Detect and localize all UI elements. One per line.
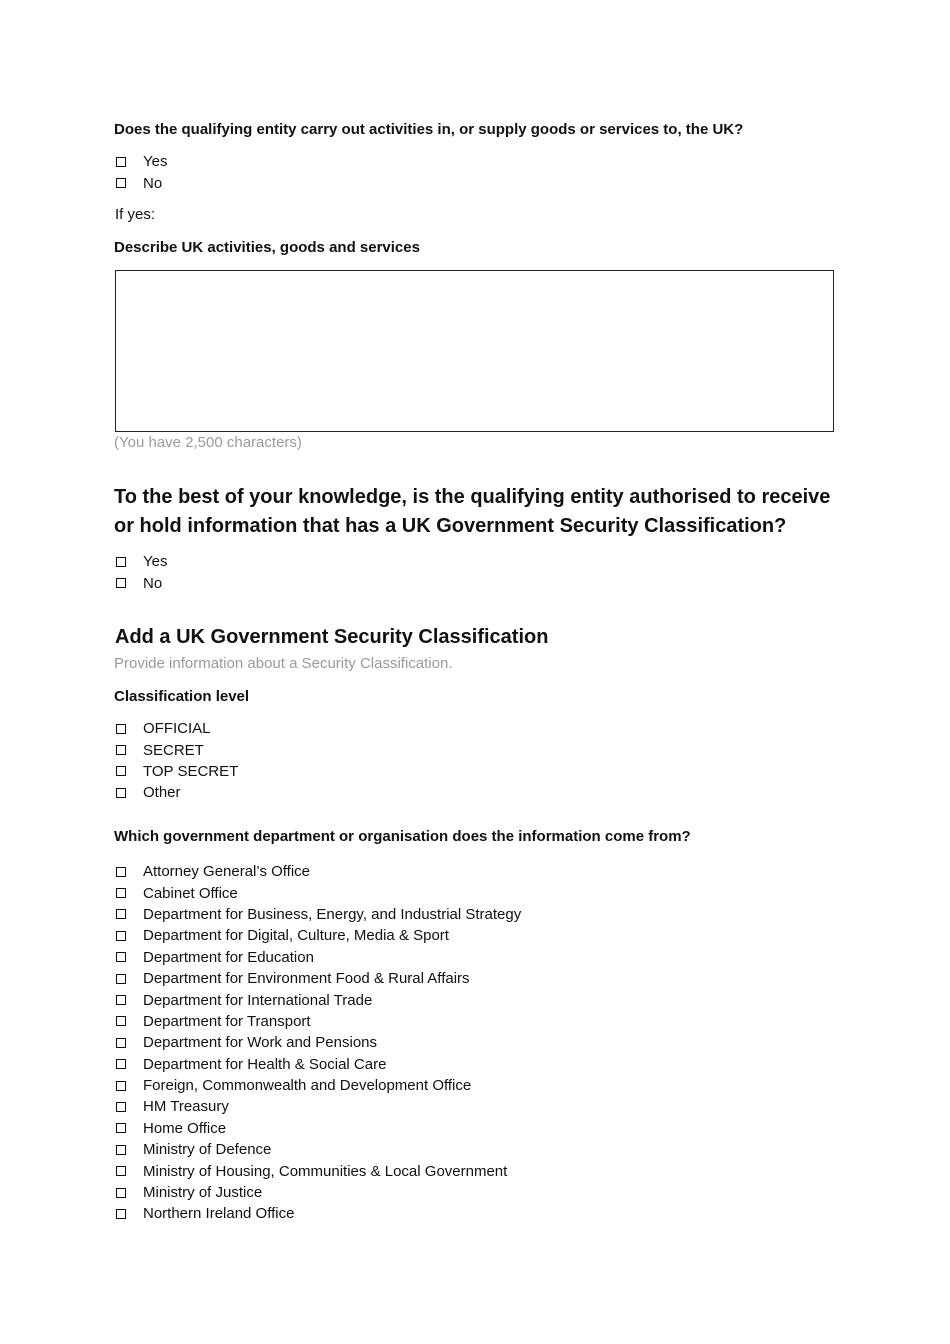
checkbox-icon[interactable] xyxy=(116,1059,126,1069)
checkbox-icon[interactable] xyxy=(116,578,126,588)
security-authorisation-options xyxy=(114,551,167,594)
describe-textarea[interactable] xyxy=(115,270,834,432)
option-label: TOP SECRET xyxy=(143,762,239,780)
checkbox-icon[interactable] xyxy=(116,952,126,962)
option-label: Department for Transport xyxy=(143,1012,311,1030)
option-label: Ministry of Justice xyxy=(143,1184,263,1202)
checkbox-icon[interactable] xyxy=(116,1209,126,1219)
department-option[interactable] xyxy=(114,1011,521,1032)
option-label: Ministry of Defence xyxy=(143,1141,272,1159)
checkbox-icon[interactable] xyxy=(116,1166,126,1176)
option-label: Cabinet Office xyxy=(143,884,238,902)
checkbox-icon[interactable] xyxy=(116,157,126,167)
department-option[interactable] xyxy=(114,1075,521,1096)
security-authorisation-option-no[interactable] xyxy=(114,572,167,593)
checkbox-icon[interactable] xyxy=(116,178,126,188)
if-yes-label: If yes: xyxy=(115,206,156,223)
option-label: Department for Environment Food & Rural Affairs xyxy=(143,970,470,988)
uk-activities-option-yes[interactable] xyxy=(114,151,167,172)
option-label: SECRET xyxy=(143,741,204,759)
department-option[interactable] xyxy=(114,925,521,946)
classification-heading: Add a UK Government Security Classification xyxy=(115,626,549,648)
department-option[interactable] xyxy=(114,1032,521,1053)
option-label: No xyxy=(143,574,163,592)
checkbox-icon[interactable] xyxy=(116,724,126,734)
classification-option[interactable] xyxy=(114,782,238,803)
checkbox-icon[interactable] xyxy=(116,788,126,798)
classification-level-options xyxy=(114,718,238,804)
checkbox-icon[interactable] xyxy=(116,1102,126,1112)
option-label: OFFICIAL xyxy=(143,720,211,738)
option-label: Home Office xyxy=(143,1119,227,1137)
checkbox-icon[interactable] xyxy=(116,1016,126,1026)
classification-level-label: Classification level xyxy=(114,688,250,705)
classification-hint: Provide information about a Security Classification. xyxy=(114,655,453,672)
checkbox-icon[interactable] xyxy=(116,1145,126,1155)
department-question: Which government department or organisation does the information come from? xyxy=(114,828,691,845)
department-option[interactable] xyxy=(114,1182,521,1203)
option-label: Yes xyxy=(143,553,168,571)
checkbox-icon[interactable] xyxy=(116,974,126,984)
checkbox-icon[interactable] xyxy=(116,909,126,919)
checkbox-icon[interactable] xyxy=(116,766,126,776)
department-option[interactable] xyxy=(114,1118,521,1139)
option-label: Department for International Trade xyxy=(143,991,373,1009)
option-label: Northern Ireland Office xyxy=(143,1205,295,1223)
option-label: Department for Education xyxy=(143,948,314,966)
option-label: Attorney General’s Office xyxy=(143,863,311,881)
checkbox-icon[interactable] xyxy=(116,995,126,1005)
option-label: Department for Business, Energy, and Industrial Strategy xyxy=(143,905,522,923)
classification-option[interactable] xyxy=(114,718,238,739)
character-count-hint: (You have 2,500 characters) xyxy=(114,434,302,451)
checkbox-icon[interactable] xyxy=(116,867,126,877)
security-authorisation-option-yes[interactable] xyxy=(114,551,167,572)
option-label: Department for Health & Social Care xyxy=(143,1055,387,1073)
checkbox-icon[interactable] xyxy=(116,557,126,567)
checkbox-icon[interactable] xyxy=(116,1038,126,1048)
department-option[interactable] xyxy=(114,1160,521,1181)
option-label: Department for Work and Pensions xyxy=(143,1034,378,1052)
checkbox-icon[interactable] xyxy=(116,888,126,898)
checkbox-icon[interactable] xyxy=(116,1081,126,1091)
uk-activities-question: Does the qualifying entity carry out activities in, or supply goods or services to, the UK? xyxy=(114,121,744,138)
department-option[interactable] xyxy=(114,1054,521,1075)
checkbox-icon[interactable] xyxy=(116,745,126,755)
classification-option[interactable] xyxy=(114,739,238,760)
department-options xyxy=(114,861,521,1225)
department-option[interactable] xyxy=(114,968,521,989)
option-label: Yes xyxy=(143,153,168,171)
describe-label: Describe UK activities, goods and services xyxy=(114,239,420,256)
option-label: Other xyxy=(143,784,181,802)
department-option[interactable] xyxy=(114,1139,521,1160)
department-option[interactable] xyxy=(114,904,521,925)
security-authorisation-question: To the best of your knowledge, is the qualifying entity authorised to receive or hold information that has a UK Government Security Classification? xyxy=(114,486,831,537)
option-label: HM Treasury xyxy=(143,1098,229,1116)
department-option[interactable] xyxy=(114,861,521,882)
classification-option[interactable] xyxy=(114,761,238,782)
option-label: Foreign, Commonwealth and Development Office xyxy=(143,1077,472,1095)
department-option[interactable] xyxy=(114,947,521,968)
department-option[interactable] xyxy=(114,882,521,903)
option-label: Department for Digital, Culture, Media & Sport xyxy=(143,927,449,945)
checkbox-icon[interactable] xyxy=(116,931,126,941)
uk-activities-option-no[interactable] xyxy=(114,172,167,193)
department-option[interactable] xyxy=(114,989,521,1010)
department-option[interactable] xyxy=(114,1203,521,1224)
checkbox-icon[interactable] xyxy=(116,1188,126,1198)
option-label: No xyxy=(143,174,163,192)
department-option[interactable] xyxy=(114,1096,521,1117)
checkbox-icon[interactable] xyxy=(116,1123,126,1133)
uk-activities-options xyxy=(114,151,167,194)
option-label: Ministry of Housing, Communities & Local Government xyxy=(143,1162,508,1180)
